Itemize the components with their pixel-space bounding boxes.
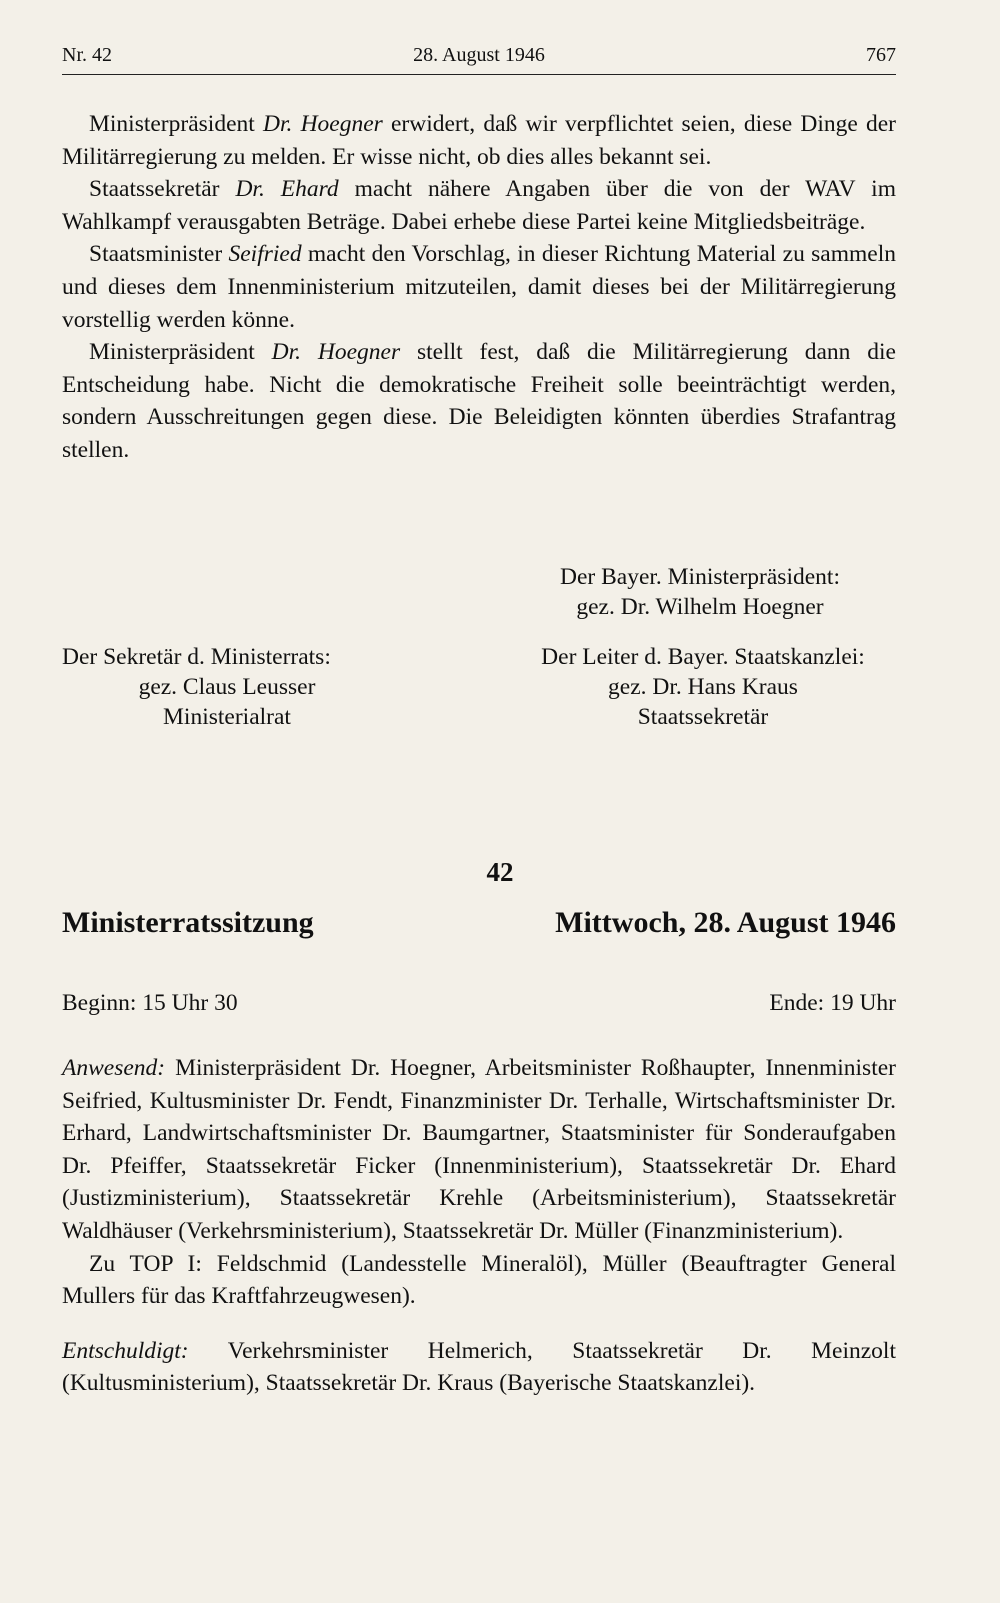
meeting-times xyxy=(62,990,896,1017)
begin-time: Beginn: 15 Uhr 30 xyxy=(62,990,238,1016)
paragraph-seifried: Staatsminister Seifried macht den Vorschlag, in dieser Richtung Material zu sammeln und dieses dem Innenministerium mitzuteilen, damit dieses bei der Militärregierung vorstellig werden könne. xyxy=(62,241,897,333)
excused-list: Entschuldigt: Verkehrsminister Helmerich, Staatssekretär Dr. Meinzolt (Kultusministerium), Staatssekretär Dr. Kraus (Bayerische Staatskanzlei). xyxy=(62,1337,896,1397)
paragraph-hoegner-1: Ministerpräsident Dr. Hoegner erwidert, daß wir verpflichtet seien, diese Dinge der Militärregierung zu melden. Er wisse nicht, ob dies alles bekannt sei. xyxy=(62,111,896,170)
signature-sekretaer: Der Sekretär d. Ministerrats: gez. Claus Leusser Ministerialrat xyxy=(62,644,331,730)
meeting-title: Ministerratssitzung xyxy=(62,906,314,939)
protocol-text xyxy=(62,108,896,467)
attendance-section xyxy=(62,1052,896,1400)
present-list: Anwesend: Ministerpräsident Dr. Hoegner, Arbeitsminister Roßhaupter, Innenminister Seifried, Kultusminister Dr. Fendt, Finanzminister Dr. Terhalle, Wirtschaftsminister Dr. Erhard, Landwirtschaftsminister Dr. Baumgartner, Staatsminister für Sonderaufgaben Dr. Pfeiffer, Staatssekretär Ficker (Innenministerium), Staatssekretär Dr. Ehard (Justizministerium), Staatssekretär Krehle (Arbeitsministerium), Staatssekretär Waldhäuser (Verkehrsministerium), Staatssekretär Dr. Müller (Finanzministerium). xyxy=(62,1055,896,1244)
page-header xyxy=(62,44,896,75)
paragraph-ehard: Staatssekretär Dr. Ehard macht nähere Angaben über die von der WAV im Wahlkampf verausgabten Beträge. Dabei erhebe diese Partei keine Mitgliedsbeiträge. xyxy=(62,176,896,235)
page-number: 767 xyxy=(866,44,896,66)
signature-ministerpraesident: Der Bayer. Ministerpräsident: gez. Dr. Wilhelm Hoegner xyxy=(560,564,840,620)
paragraph-hoegner-2: Ministerpräsident Dr. Hoegner stellt fest, daß die Militärregierung dann die Entscheidung habe. Nicht die demokratische Freiheit solle beeinträchtigt werden, sondern Ausschreitungen gegen diese. Die Beleidigten könnten überdies Strafantrag stellen. xyxy=(62,339,896,463)
top1-guests: Zu TOP I: Feldschmid (Landesstelle Mineralöl), Müller (Beauftragter General Mullers für das Kraftfahrzeugwesen). xyxy=(62,1250,896,1310)
issue-number: Nr. 42 xyxy=(62,44,112,66)
signature-leiter: Der Leiter d. Bayer. Staatskanzlei: gez. Dr. Hans Kraus Staatssekretär xyxy=(541,644,865,730)
end-time: Ende: 19 Uhr xyxy=(769,990,896,1016)
meeting-date: Mittwoch, 28. August 1946 xyxy=(555,906,896,939)
meeting-number: 42 xyxy=(486,857,514,887)
header-date: 28. August 1946 xyxy=(413,44,545,66)
